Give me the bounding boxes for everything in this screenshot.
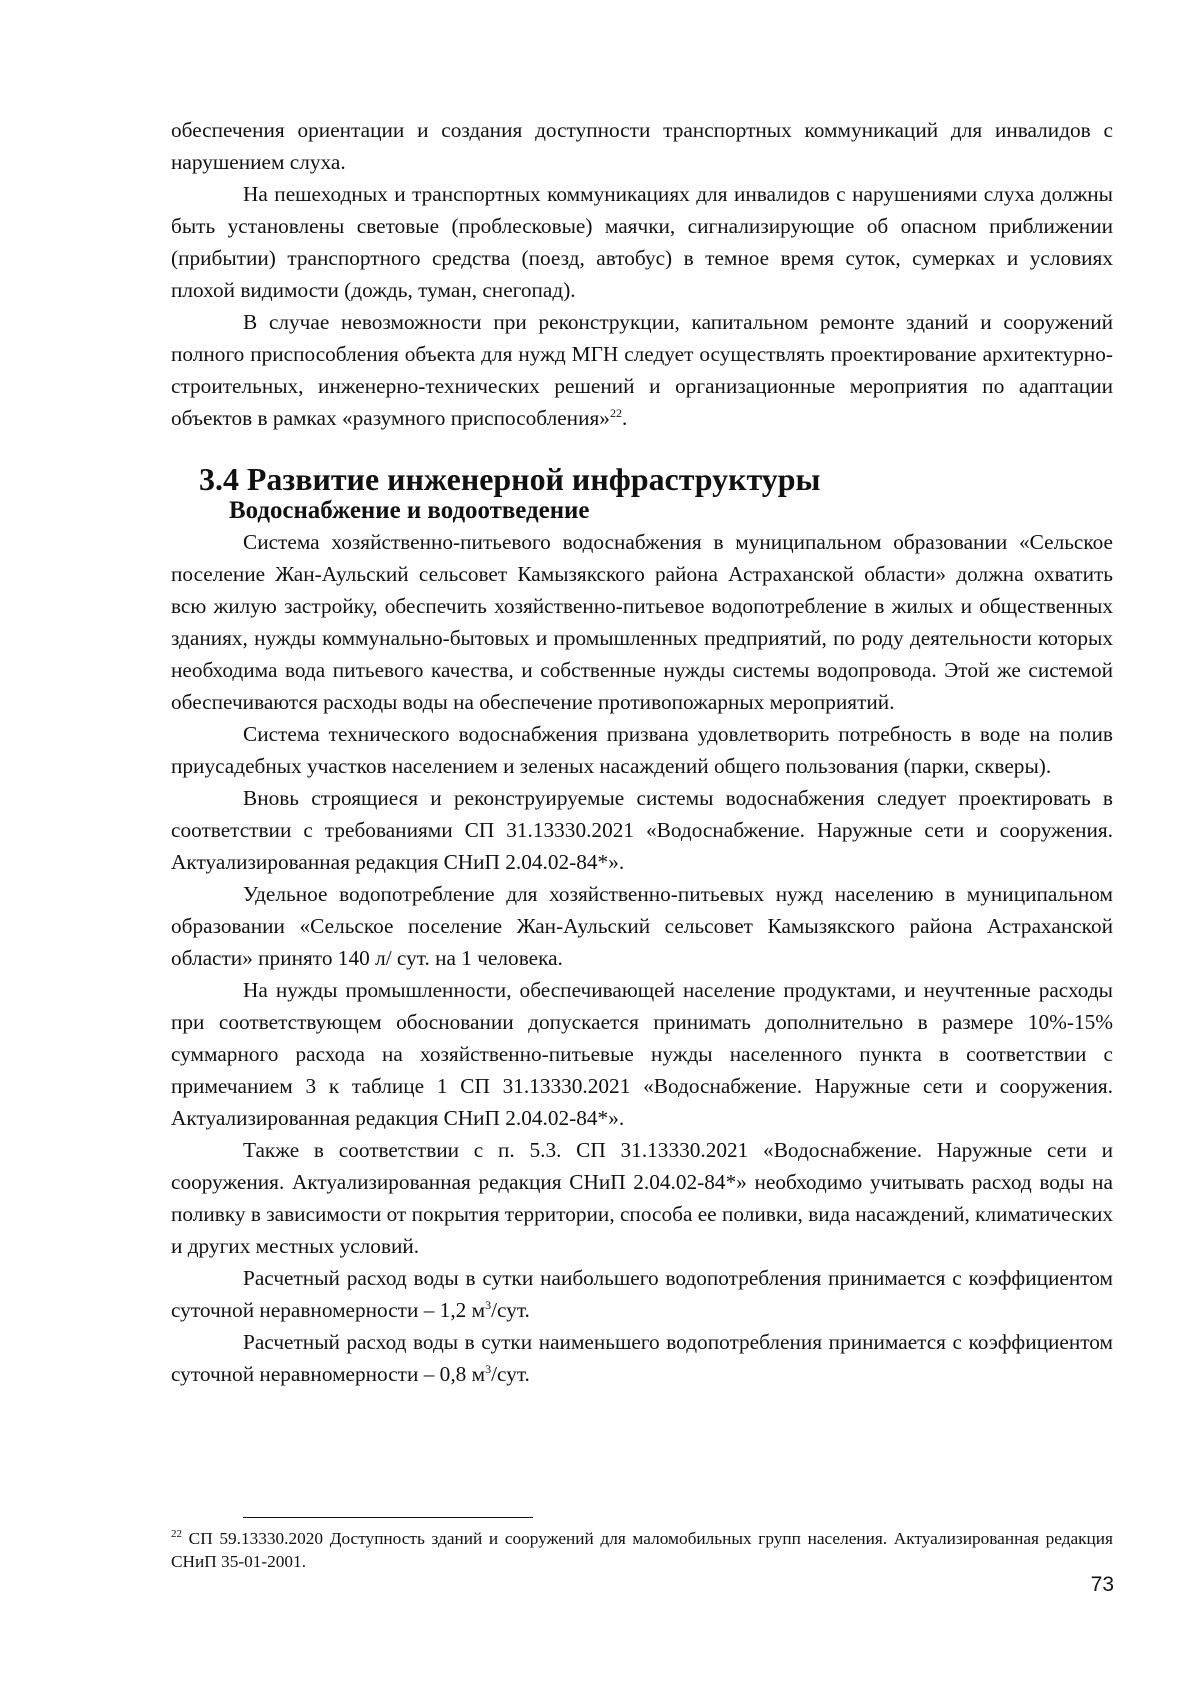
paragraph-9: Также в соответствии с п. 5.3. СП 31.13330.2021 «Водоснабжение. Наружные сети и сооружения. Актуализированная редакция СНиП 2.04.02-84*» необходимо учитывать расход воды на поливку в зависимости от покрытия территории, способа ее поливки, вида насаждений, климатических и других местных условий. (171, 1138, 1113, 1258)
paragraph-3 (171, 306, 1113, 434)
paragraph-10 (171, 1262, 1113, 1326)
paragraph-11-text: Расчетный расход воды в сутки наименьшего водопотребления принимается с коэффициентом суточной неравномерности – 0,8 м (171, 1330, 1113, 1386)
subsection-heading: Водоснабжение и водоотведение (229, 497, 590, 524)
paragraph-3-text: В случае невозможности при реконструкции, капитальном ремонте зданий и сооружений полного приспособления объекта для нужд МГН следует осуществлять проектирование архитектурно-строительных, инженерно-технических решений и организационные мероприятия по адаптации объектов в рамках «разумного приспособления» (171, 310, 1113, 430)
cubic-superscript: 3 (485, 1297, 492, 1312)
paragraph-10-text: Расчетный расход воды в сутки наибольшего водопотребления принимается с коэффициентом суточной неравномерности – 1,2 м (171, 1266, 1113, 1322)
paragraph-3-end: . (621, 406, 628, 430)
paragraph-6: Вновь строящиеся и реконструируемые системы водоснабжения следует проектировать в соответствии с требованиями СП 31.13330.2021 «Водоснабжение. Наружные сети и сооружения. Актуализированная редакция СНиП 2.04.02-84*». (171, 786, 1113, 874)
footnote-22 (171, 1527, 1113, 1573)
paragraph-2: На пешеходных и транспортных коммуникациях для инвалидов с нарушениями слуха должны быть установлены световые (проблесковые) маячки, сигнализирующие об опасном приближении (прибытии) транспортного средства (поезд, автобус) в темное время суток, сумерках и условиях плохой видимости (дождь, туман, снегопад). (171, 182, 1113, 302)
footnote-marker: 22 (171, 1528, 182, 1541)
page-body (171, 114, 1113, 1390)
paragraph-7: Удельное водопотребление для хозяйственно-питьевых нужд населению в муниципальном образовании «Сельское поселение Жан-Аульский сельсовет Камызякского района Астраханской области» принято 140 л/ сут. на 1 человека. (171, 882, 1113, 970)
paragraph-4: Система хозяйственно-питьевого водоснабжения в муниципальном образовании «Сельское поселение Жан-Аульский сельсовет Камызякского района Астраханской области» должна охватить всю жилую застройку, обеспечить хозяйственно-питьевое водопотребление в жилых и общественных зданиях, нужды коммунально-бытовых и промышленных предприятий, по роду деятельности которых необходима вода питьевого качества, и собственные нужды системы водопровода. Этой же системой обеспечиваются расходы воды на обеспечение противопожарных мероприятий. (171, 530, 1113, 714)
footnote-text: СП 59.13330.2020 Доступность зданий и сооружений для маломобильных групп населения. Актуализированная редакция СНиП 35-01-2001. (171, 1529, 1113, 1571)
cubic-superscript: 3 (485, 1361, 492, 1376)
paragraph-8: На нужды промышленности, обеспечивающей население продуктами, и неучтенные расходы при соответствующем обосновании допускается принимать дополнительно в размере 10%-15% суммарного расхода на хозяйственно-питьевые нужды населенного пункта в соответствии с примечанием 3 к таблице 1 СП 31.13330.2021 «Водоснабжение. Наружные сети и сооружения. Актуализированная редакция СНиП 2.04.02-84*». (171, 978, 1113, 1130)
paragraph-11 (171, 1326, 1113, 1390)
paragraph-11-end: /сут. (491, 1362, 530, 1386)
footnote-reference-22[interactable]: 22 (609, 405, 622, 420)
page-number: 73 (1090, 1573, 1114, 1596)
section-heading: 3.4 Развитие инженерной инфраструктуры (199, 462, 821, 497)
paragraph-1: обеспечения ориентации и создания доступности транспортных коммуникаций для инвалидов с нарушением слуха. (171, 118, 1113, 174)
paragraph-5: Система технического водоснабжения призвана удовлетворить потребность в воде на полив приусадебных участков населением и зеленых насаждений общего пользования (парки, скверы). (171, 722, 1113, 778)
paragraph-10-end: /сут. (491, 1298, 530, 1322)
footnote-separator (243, 1517, 533, 1518)
